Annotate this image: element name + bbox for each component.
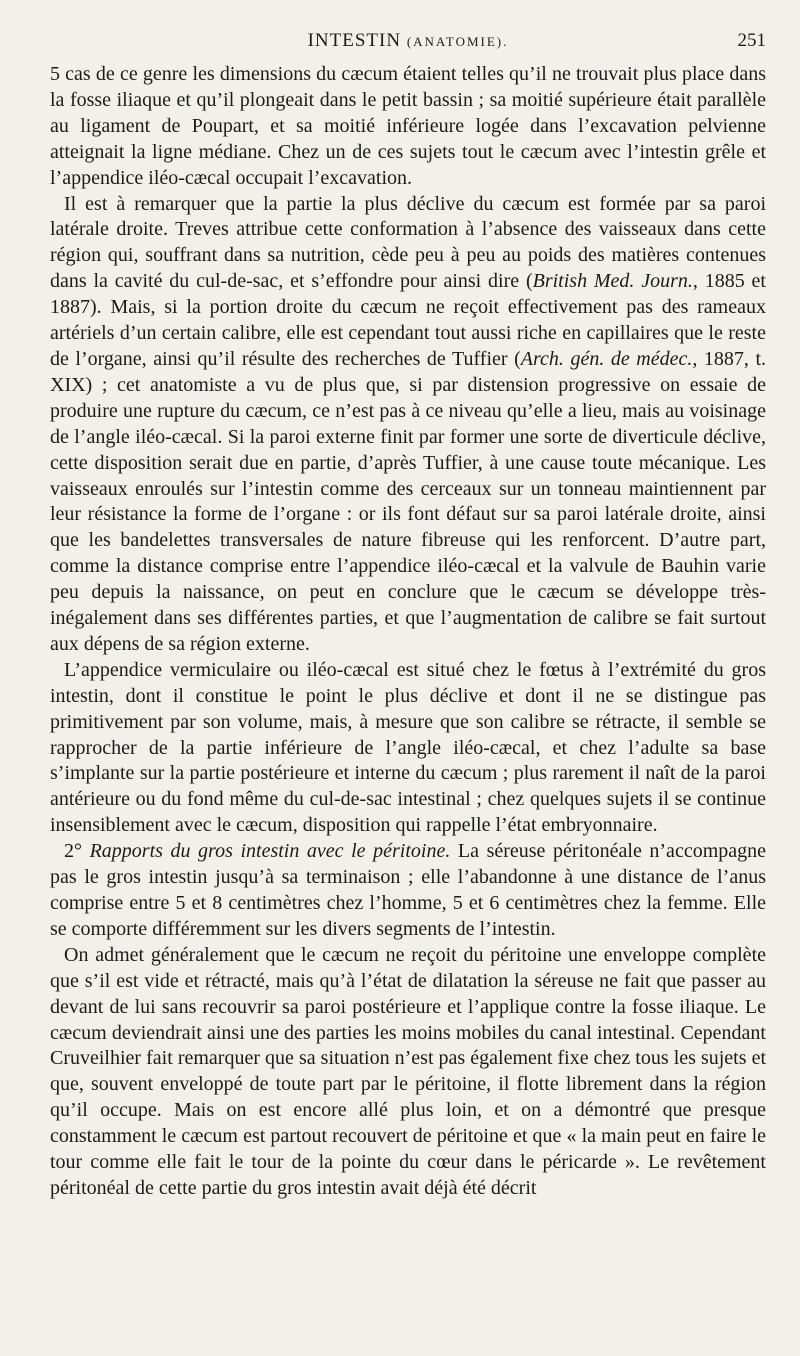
body-text: [50, 62, 766, 1202]
text-run: On admet généralement que le cæcum ne reçoit du péritoine une enveloppe complète que s’il est vide et rétracté, mais qu’à l’état de dilatation la séreuse ne fait que passer au devant de lui sans recouvrir sa paroi postérieure et l’applique contre la fosse iliaque. Le cæcum deviendrait ainsi une des parties les moins mobiles du canal intestinal. Cependant Cruveilhier fait remarquer que sa situation n’est pas également fixe chez tous les sujets et que, souvent enveloppé de toute part par le péritoine, il flotte librement dans la région qu’il occupe. Mais on est encore allé plus loin, et on a démontré que presque constamment le cæcum est partout recouvert de péritoine et que « la main peut en faire le tour comme elle fait le tour de la pointe du cœur dans le péricarde ». Le revêtement péritonéal de cette partie du gros intestin avait déjà été décrit: [50, 943, 766, 1199]
running-title-parenthetical: (ANATOMIE).: [406, 34, 509, 49]
citation-italic: Arch. gén. de médec.: [520, 347, 693, 370]
text-run: 5 cas de ce genre les dimensions du cæcum étaient telles qu’il ne trouvait plus place dans la fosse iliaque et qu’il plongeait dans le petit bassin ; sa moitié supérieure était parallèle au ligament de Poupart, et sa moitié inférieure logée dans l’excavation pelvienne atteignait la ligne médiane. Chez un de ces sujets tout le cæcum avec l’intestin grêle et l’appendice iléo-cæcal occupait l’excavation.: [50, 63, 766, 189]
paragraph: [50, 658, 766, 839]
text-run: La séreuse péritonéale n’accompagne pas le gros intestin jusqu’à sa terminaison ; elle l’abandonne à une distance de l’anus comprise entre 5 et 8 centimètres chez l’homme, 5 et 6 centimètres chez la femme. Elle se comporte différemment sur les divers segments de l’intestin.: [50, 840, 767, 940]
text-run: Il est à remarquer que la partie la plus déclive du cæcum est formée par sa paroi latérale droite. Treves attribue cette conformation à l’absence des vaisseaux dans cette région qui, souffrant dans sa nutrition, cède peu à peu au poids des matières contenues dans la cavité du cul-de-sac, et s’effondre pour ainsi dire (: [50, 192, 766, 293]
running-header: [50, 30, 766, 60]
paragraph: [50, 943, 766, 1202]
text-run: 2°: [64, 840, 90, 863]
citation-italic: Rapports du gros intestin avec le péritoine.: [89, 840, 451, 863]
paragraph: [50, 839, 766, 943]
paragraph: [50, 192, 766, 658]
text-run: , 1887, t. XIX) ; cet anatomiste a vu de plus que, si par distension progressive on essaie de produire une rupture du cæcum, ce n’est pas à ce niveau qu’elle a lieu, mais au voisinage de l’angle iléo-cæcal. Si la paroi externe finit par former une sorte de diverticule déclive, cette disposition serait due en partie, d’après Tuffier, à une cause toute mécanique. Les vaisseaux enroulés sur l’intestin comme des cerceaux sur un tonneau maintiennent par leur résistance la forme de l’organe : or ils font défaut sur sa paroi latérale droite, ainsi que les bandelettes transversales de nature fibreuse qui les renforcent. D’autre part, comme la distance comprise entre l’appendice iléo-cæcal et la valvule de Bauhin varie peu depuis la naissance, on peut en conclure que le cæcum se développe très-inégalement dans ses différentes parties, et que l’augmentation de calibre se fait surtout aux dépens de sa région externe.: [50, 347, 766, 655]
page-number: 251: [737, 30, 766, 51]
running-title: [50, 30, 766, 52]
citation-italic: British Med. Journ.: [532, 270, 693, 293]
paragraph: [50, 62, 766, 192]
text-run: L’appendice vermiculaire ou iléo-cæcal est situé chez le fœtus à l’extrémité du gros intestin, dont il constitue le point le plus déclive et dont il ne se distingue pas primitivement par son volume, mais, à mesure que son calibre se rétracte, il semble se rapprocher de la partie inférieure de l’angle iléo-cæcal, et chez l’adulte sa base s’implante sur la partie postérieure et interne du cæcum ; plus rarement il naît de la paroi antérieure ou du fond même du cul-de-sac intestinal ; chez quelques sujets il se continue insensiblement avec le cæcum, disposition qui rappelle l’état embryonnaire.: [50, 658, 766, 837]
running-title-main: INTESTIN: [307, 30, 402, 51]
text-run: , 1885 et 1887). Mais, si la portion droite du cæcum ne reçoit effectivement pas des rameaux artériels d’un certain calibre, elle est cependant tout aussi riche en capillaires que le reste de l’organe, ainsi qu’il résulte des recherches de Tuffier (: [50, 270, 766, 370]
